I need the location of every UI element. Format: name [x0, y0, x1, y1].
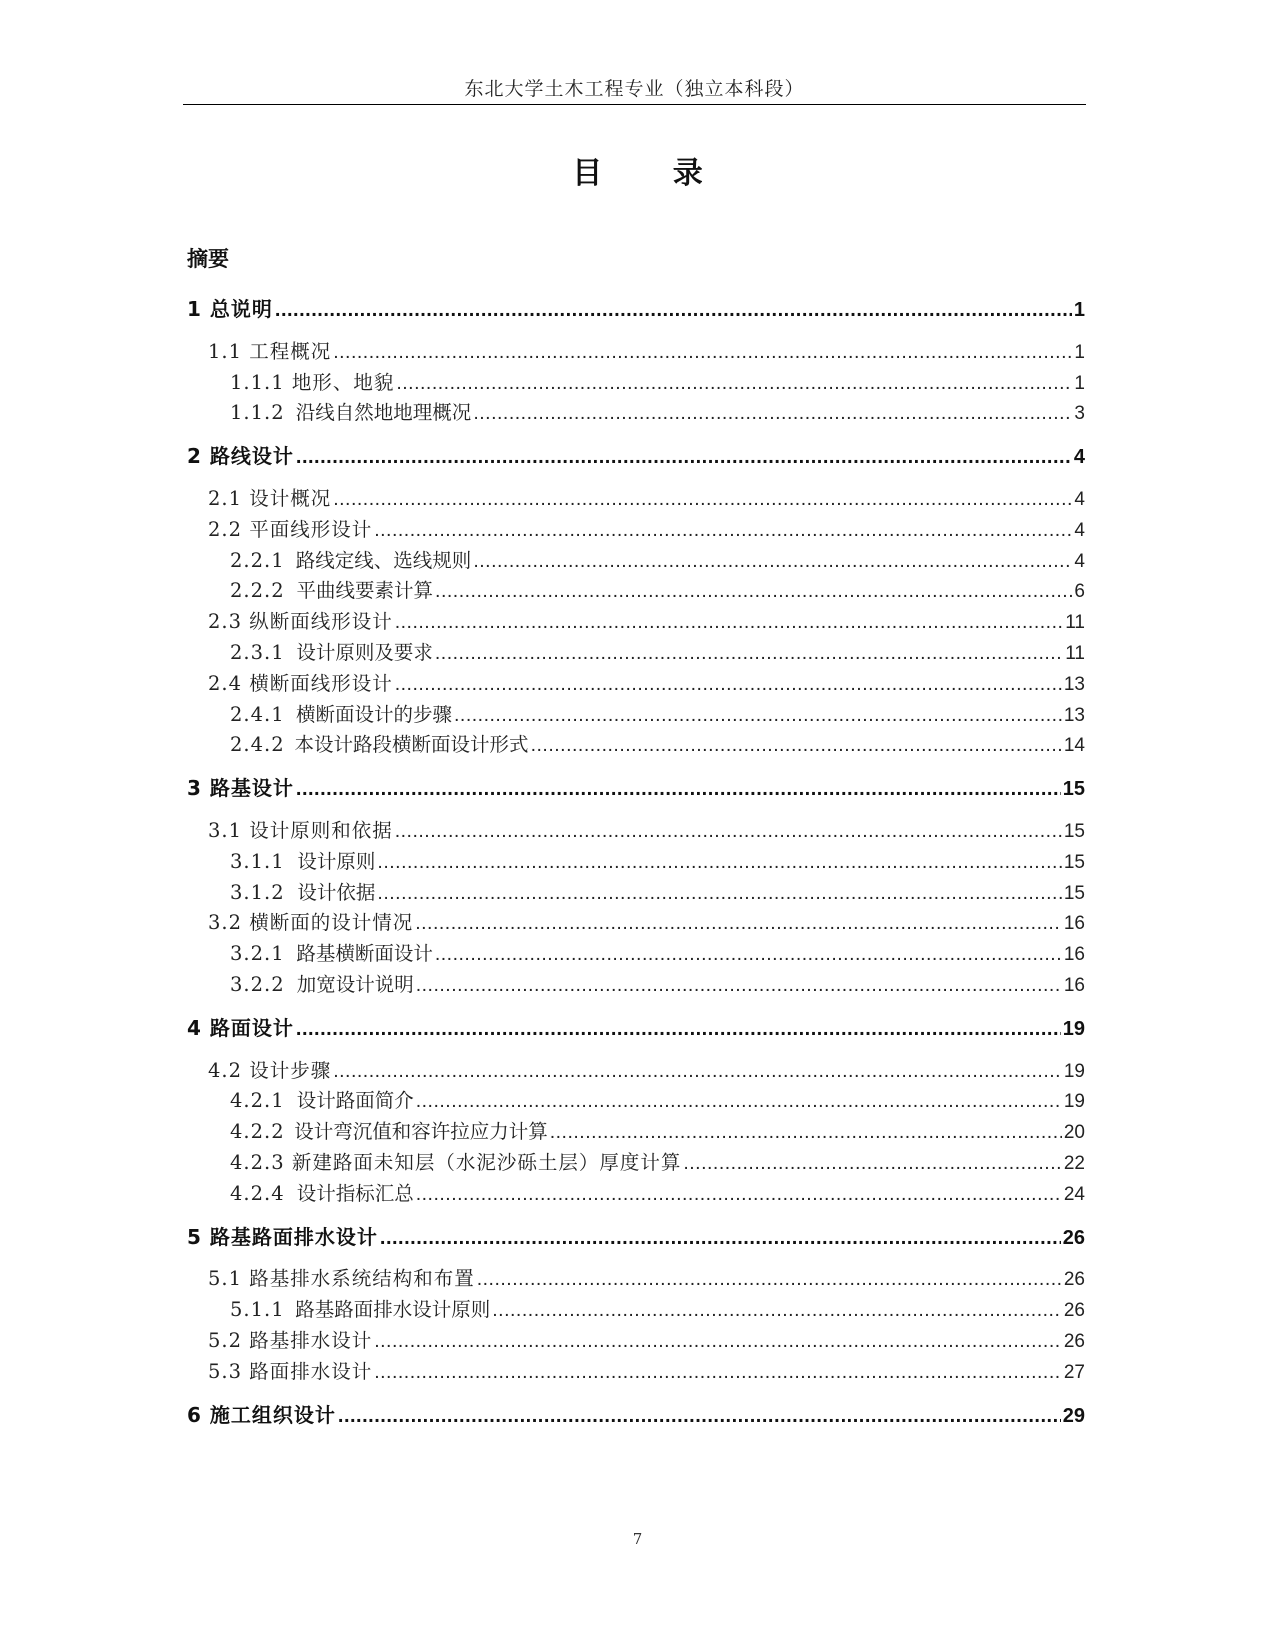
toc-entry[interactable] — [208, 483, 1085, 511]
toc-entry-title: 横断面设计的步骤 — [295, 702, 452, 726]
toc-entry-label: 2.4 横断面线形设计 — [208, 671, 393, 695]
toc-page-number: 26 — [1063, 1331, 1085, 1352]
toc-page-number: 11 — [1065, 643, 1085, 664]
toc-page-number: 11 — [1065, 612, 1085, 634]
toc-entry[interactable] — [208, 1263, 1085, 1291]
toc-entry-label: 4 路面设计 — [187, 1015, 294, 1040]
toc-entry[interactable] — [208, 907, 1085, 935]
toc-entry[interactable] — [230, 1147, 1085, 1175]
toc-dot-leader — [396, 372, 1072, 395]
toc-entry-label: 2 路线设计 — [187, 444, 294, 469]
toc-entry[interactable] — [208, 606, 1085, 634]
toc-dot-leader — [435, 580, 1072, 603]
toc-entry-label: 1.1 工程概况 — [208, 339, 332, 363]
toc-entry[interactable] — [230, 877, 1085, 905]
toc-entry-label: 1.1.2 — [230, 401, 285, 425]
toc-entry-title: 设计路面简介 — [296, 1089, 414, 1113]
toc-entry-label: 2.2.2 — [230, 579, 285, 603]
toc-entry[interactable] — [230, 699, 1085, 727]
toc-dot-leader — [473, 402, 1072, 425]
toc-page-number: 24 — [1063, 1183, 1085, 1205]
toc-dot-leader — [531, 734, 1062, 757]
toc-entry[interactable] — [208, 1055, 1085, 1083]
toc-page-number: 19 — [1063, 1060, 1085, 1082]
toc-entry-label: 1 总说明 — [187, 297, 273, 321]
toc-entry-label: 5.1 路基排水系统结构和布置 — [208, 1267, 475, 1291]
toc-dot-leader — [374, 1361, 1062, 1384]
toc-entry[interactable] — [230, 397, 1085, 425]
toc-entry[interactable] — [208, 1356, 1085, 1384]
toc-page-number: 15 — [1063, 821, 1085, 842]
toc-dot-leader — [275, 299, 1072, 322]
page-number: 7 — [632, 1530, 643, 1548]
toc-entry-title: 设计原则 — [297, 849, 376, 873]
toc-entry-label: 3.1.2 — [230, 880, 285, 904]
toc-page-number: 26 — [1063, 1300, 1085, 1322]
toc-page-number: 4 — [1074, 519, 1085, 541]
toc-entry-title: 设计指标汇总 — [296, 1181, 414, 1205]
toc-entry[interactable] — [230, 545, 1085, 573]
toc-page-number: 19 — [1062, 1017, 1085, 1040]
toc-entry-title: 本设计路段横断面设计形式 — [294, 733, 529, 757]
toc-entry-label: 2.3 纵断面线形设计 — [208, 610, 393, 634]
toc-entry-label: 3.2 横断面的设计情况 — [208, 911, 414, 935]
toc-entry-title: 平曲线要素计算 — [296, 579, 434, 603]
toc-page-number: 26 — [1063, 1269, 1085, 1291]
toc-dot-leader — [374, 1330, 1062, 1353]
toc-entry-label: 5 路基路面排水设计 — [187, 1224, 378, 1249]
toc-dot-leader — [296, 446, 1072, 469]
toc-page-number: 16 — [1063, 913, 1085, 935]
toc-dot-leader — [377, 851, 1061, 874]
toc-page-number: 1 — [1074, 341, 1085, 363]
toc-dot-leader — [296, 778, 1061, 801]
toc-dot-leader — [435, 943, 1062, 966]
toc-dot-leader — [395, 820, 1062, 843]
toc-entry[interactable] — [230, 846, 1085, 874]
running-header: 东北大学土木工程专业（独立本科段） — [464, 78, 805, 100]
toc-page-number: 4 — [1073, 446, 1085, 469]
toc-page-number: 15 — [1063, 851, 1085, 873]
toc-entry-label: 3.1 设计原则和依据 — [208, 819, 393, 842]
toc-entry-title: 设计原则及要求 — [296, 641, 433, 664]
toc-page-number: 20 — [1063, 1122, 1085, 1144]
toc-dot-leader — [395, 611, 1064, 634]
toc-dot-leader — [683, 1152, 1062, 1175]
toc-entry-label: 5.3 路面排水设计 — [208, 1359, 373, 1383]
toc-dot-leader — [377, 882, 1061, 905]
toc-entry[interactable] — [230, 1085, 1085, 1113]
toc-entry-title: 设计依据 — [297, 880, 376, 904]
toc-entry-abstract[interactable]: 摘要 — [187, 247, 229, 271]
toc-entry[interactable] — [230, 367, 1085, 395]
toc-entry-title: 路基路面排水设计原则 — [295, 1298, 491, 1322]
toc-entry[interactable] — [230, 1178, 1085, 1206]
toc-entry[interactable] — [230, 1294, 1085, 1322]
toc-entry-title: 设计弯沉值和容许拉应力计算 — [294, 1120, 548, 1144]
toc-dot-leader — [454, 704, 1062, 727]
toc-entry[interactable] — [208, 1325, 1085, 1353]
toc-page-number: 19 — [1063, 1091, 1085, 1113]
toc-dot-leader — [435, 642, 1063, 665]
toc-dot-leader — [550, 1121, 1062, 1144]
toc-dot-leader — [492, 1299, 1062, 1322]
toc-entry[interactable] — [230, 969, 1085, 997]
toc-entry-title: 路基横断面设计 — [296, 942, 433, 966]
toc-dot-leader — [296, 1018, 1061, 1041]
toc-entry[interactable] — [208, 514, 1085, 542]
toc-page-number: 4 — [1074, 489, 1085, 510]
toc-page-number: 15 — [1063, 882, 1085, 904]
toc-entry-label: 2.4.1 — [230, 702, 285, 726]
toc-entry-label: 3.2.2 — [230, 973, 285, 996]
toc-entry[interactable] — [230, 575, 1085, 603]
toc-title: 目 录 — [572, 156, 733, 191]
toc-page-number: 16 — [1063, 975, 1085, 996]
toc-dot-leader — [338, 1405, 1061, 1428]
toc-page-number: 22 — [1063, 1153, 1085, 1174]
toc-entry-title: 加宽设计说明 — [296, 973, 414, 996]
toc-dot-leader — [416, 1183, 1062, 1206]
toc-dot-leader — [477, 1268, 1062, 1291]
toc-entry[interactable] — [208, 815, 1085, 843]
toc-page-number: 1 — [1073, 299, 1085, 321]
toc-page-number: 26 — [1062, 1226, 1085, 1249]
toc-page-number: 1 — [1074, 372, 1085, 394]
toc-entry-label: 4.2.4 — [230, 1181, 285, 1205]
toc-entry[interactable] — [187, 293, 1085, 321]
toc-entry[interactable] — [187, 440, 1085, 468]
toc-entry[interactable] — [187, 1012, 1085, 1040]
toc-entry[interactable] — [208, 336, 1085, 364]
toc-entry-label: 2.3.1 — [230, 641, 285, 664]
toc-entry[interactable] — [208, 668, 1085, 696]
toc-entry-title: 路线定线、选线规则 — [295, 548, 472, 572]
toc-page-number: 27 — [1063, 1361, 1085, 1383]
toc-page-number: 16 — [1063, 944, 1085, 966]
toc-entry-label: 2.2.1 — [230, 548, 285, 572]
toc-entry[interactable] — [230, 1116, 1085, 1144]
toc-entry[interactable] — [187, 1221, 1085, 1249]
toc-dot-leader — [333, 341, 1072, 364]
toc-entry-label: 4.2 设计步骤 — [208, 1058, 332, 1082]
toc-entry-label: 2.4.2 — [230, 733, 285, 757]
toc-page-number: 4 — [1074, 550, 1085, 572]
toc-page-number: 13 — [1063, 673, 1085, 695]
toc-entry-label: 5.2 路基排水设计 — [208, 1329, 373, 1352]
toc-page-number: 14 — [1063, 735, 1085, 757]
toc-entry[interactable] — [187, 772, 1085, 800]
toc-entry-label: 3.1.1 — [230, 849, 285, 873]
toc-entry-label: 3.2.1 — [230, 942, 285, 966]
toc-dot-leader — [380, 1227, 1061, 1250]
header-rule — [183, 104, 1086, 105]
toc-dot-leader — [333, 1060, 1062, 1083]
toc-entry[interactable] — [230, 729, 1085, 757]
toc-entry-label: 1.1.1 地形、地貌 — [230, 370, 395, 394]
toc-dot-leader — [374, 519, 1072, 542]
toc-entry[interactable] — [230, 938, 1085, 966]
toc-entry-label: 4.2.3 新建路面未知层（水泥沙砾土层）厚度计算 — [230, 1151, 682, 1174]
toc-page-number: 29 — [1062, 1404, 1085, 1427]
toc-page-number: 13 — [1063, 704, 1085, 726]
toc-page-number: 15 — [1062, 778, 1085, 801]
toc-entry[interactable] — [187, 1399, 1085, 1427]
toc-dot-leader — [416, 974, 1062, 997]
toc-entry-label: 5.1.1 — [230, 1298, 285, 1322]
toc-entry[interactable] — [230, 637, 1085, 665]
toc-dot-leader — [473, 550, 1072, 573]
toc-entry-label: 6 施工组织设计 — [187, 1402, 336, 1427]
toc-entry-label: 2.2 平面线形设计 — [208, 517, 373, 541]
toc-entry-label: 4.2.1 — [230, 1089, 285, 1113]
toc-dot-leader — [415, 912, 1062, 935]
toc-page-number: 3 — [1074, 403, 1085, 425]
toc-entry-label: 2.1 设计概况 — [208, 487, 332, 510]
toc-dot-leader — [333, 488, 1072, 511]
toc-dot-leader — [395, 673, 1062, 696]
toc-entry-label: 4.2.2 — [230, 1120, 285, 1144]
toc-page-number: 6 — [1074, 581, 1085, 603]
toc-dot-leader — [416, 1090, 1062, 1113]
toc-entry-label: 3 路基设计 — [187, 776, 294, 801]
toc-entry-title: 沿线自然地地理概况 — [295, 401, 472, 425]
